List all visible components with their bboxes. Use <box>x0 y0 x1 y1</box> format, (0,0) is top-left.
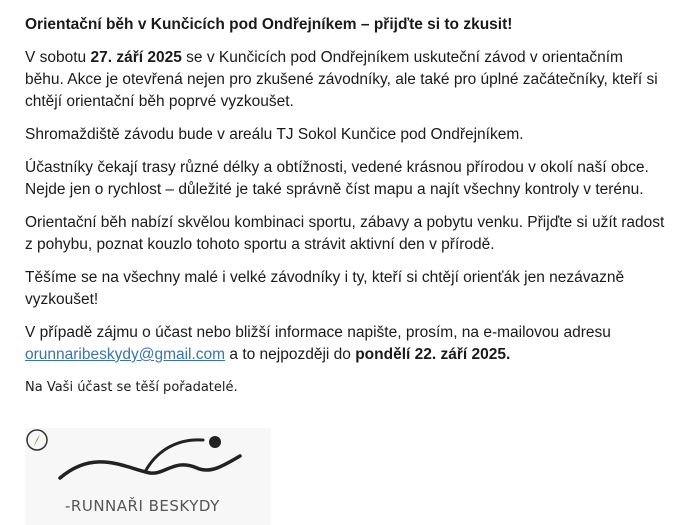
paragraph-invitation: Těšíme se na všechny malé i velké závodníky i ty, kteří si chtějí orienťák jen nezávazně vyzkoušet! <box>25 269 625 308</box>
event-date: 27. září 2025 <box>90 49 182 66</box>
club-logo <box>25 428 271 525</box>
intro-text-b: se v Kunčicích pod Ondřejníkem uskuteční závod v orientačním běhu. Akce je otevřená nejen pro zkušené závodníky, ale také pro úplné začátečníky, kteří si chtějí orientační běh poprvé vyzkoušet. <box>25 49 658 110</box>
signoff: Na Vaši účast se těší pořadatelé. <box>25 380 238 395</box>
email-link[interactable]: orunnaribeskydy@gmail.com <box>25 346 226 363</box>
logo-text: -RUNNAŘI BESKYDY <box>65 497 220 515</box>
contact-text-a: V případě zájmu o účast nebo bližší informace napište, prosím, na e-mailovou adresu <box>25 324 611 341</box>
intro-text-a: V sobotu <box>25 49 91 66</box>
article <box>25 14 665 397</box>
contact-text-b: a to nejpozději do <box>225 346 356 363</box>
paragraph-venue: Shromaždiště závodu bude v areálu TJ Sokol Kunčice pod Ondřejníkem. <box>25 126 524 143</box>
paragraph-tracks: Účastníky čekají trasy různé délky a obtížnosti, vedené krásnou přírodou v okolí naší obce. Nejde jen o rychlost – důležité je také správně číst mapu a najít všechny kontroly v terénu. <box>25 159 649 198</box>
deadline-date: pondělí 22. září 2025. <box>355 346 511 363</box>
compass-icon <box>25 428 49 452</box>
paragraph-benefits: Orientační běh nabízí skvělou kombinaci sportu, zábavy a pobytu venku. Přijďte si užít radost z pohybu, poznat kouzlo tohoto sportu a strávit aktivní den v přírodě. <box>25 214 665 253</box>
paragraph-intro <box>25 47 665 113</box>
paragraph-contact <box>25 322 665 366</box>
article-heading: Orientační běh v Kunčicích pod Ondřejníkem – přijďte si to zkusit! <box>25 16 513 33</box>
